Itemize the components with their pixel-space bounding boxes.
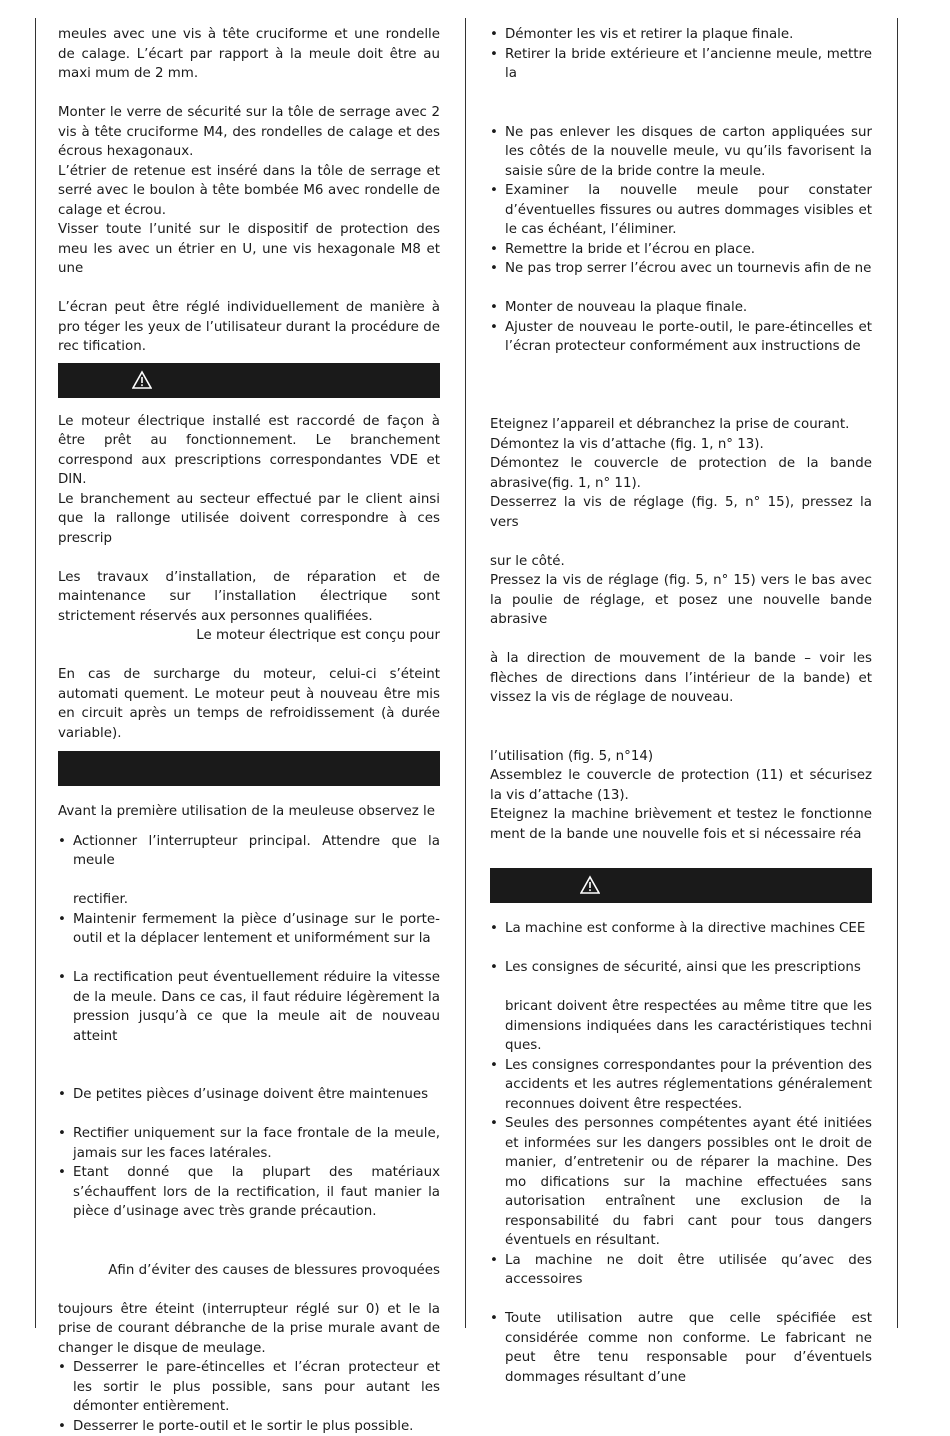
paragraph: Le branchement au secteur effectué par le client ainsi que la rallonge utilisée doivent correspondre à ces prescrip <box>58 490 440 549</box>
list-item-continuation: rectifier. <box>58 890 440 910</box>
center-divider-line <box>465 18 466 1328</box>
paragraph: Desserrez la vis de réglage (fig. 5, n° 15), pressez la vers <box>490 493 872 532</box>
section-header-bar <box>58 751 440 786</box>
right-margin-line <box>897 18 898 1328</box>
paragraph: l’utilisation (fig. 5, n°14) <box>490 747 872 767</box>
section-header-bar <box>58 363 440 398</box>
paragraph: sur le côté. <box>490 552 872 572</box>
list-item: • Actionner l’interrupteur principal. Attendre que la meule <box>58 832 440 871</box>
paragraph: Démontez la vis d’attache (fig. 1, n° 13). <box>490 435 872 455</box>
paragraph: L’écran peut être réglé individuellement de manière à pro téger les yeux de l’utilisateur durant la procédure de rec tification. <box>58 298 440 357</box>
paragraph: Avant la première utilisation de la meuleuse observez le <box>58 802 440 822</box>
list-item: • Toute utilisation autre que celle spécifiée est considérée comme non conforme. Le fabricant ne peut être tenu responsable pour d’éventuels dommages résultant d’une <box>490 1309 872 1387</box>
paragraph: Le moteur électrique installé est raccordé de façon à être prêt au fonctionnement. Le branchement correspond aux prescriptions correspondantes VDE et DIN. <box>58 412 440 490</box>
paragraph: Afin d’éviter des causes de blessures provoquées <box>58 1261 440 1281</box>
list-item: • Remettre la bride et l’écrou en place. <box>490 240 872 260</box>
list-item: • Maintenir fermement la pièce d’usinage sur le porte-outil et la déplacer lentement et uniformément sur la <box>58 910 440 949</box>
list-item: • Ne pas trop serrer l’écrou avec un tournevis afin de ne <box>490 259 872 279</box>
paragraph: meules avec une vis à tête cruciforme et une rondelle de calage. L’écart par rapport à la meule doit être au maxi mum de 2 mm. <box>58 25 440 84</box>
paragraph: Pressez la vis de réglage (fig. 5, n° 15) vers le bas avec la poulie de réglage, et posez une nouvelle bande abrasive <box>490 571 872 630</box>
list-item: • Desserrer le porte-outil et le sortir le plus possible. <box>58 1417 440 1436</box>
list-item: • Ne pas enlever les disques de carton appliquées sur les côtés de la nouvelle meule, vu qu’ils favorisent la saisie sûre de la bride contre la meule. <box>490 123 872 182</box>
list-item: • Démonter les vis et retirer la plaque finale. <box>490 25 872 45</box>
list-item: • Desserrer le pare-étincelles et l’écran protecteur et les sortir le plus possible, sans pour autant les démonter entièrement. <box>58 1358 440 1417</box>
list-item: • La rectification peut éventuellement réduire la vitesse de la meule. Dans ce cas, il faut réduire légèrement la pression jusqu’à ce que la meule ait de nouveau atteint <box>58 968 440 1046</box>
list-item: • De petites pièces d’usinage doivent être maintenues <box>58 1085 440 1105</box>
paragraph: L’étrier de retenue est inséré dans la tôle de serrage et serré avec le boulon à tête bombée M6 avec rondelle de calage et écrou. <box>58 162 440 221</box>
list-item: • La machine ne doit être utilisée qu’avec des accessoires <box>490 1251 872 1290</box>
list-item: • Les consignes correspondantes pour la prévention des accidents et les autres réglementations généralement reconnues doivent être respectées. <box>490 1056 872 1115</box>
left-column <box>58 25 440 1436</box>
paragraph: Eteignez l’appareil et débranchez la prise de courant. <box>490 415 872 435</box>
list-item: • Monter de nouveau la plaque finale. <box>490 298 872 318</box>
left-margin-line <box>35 18 36 1328</box>
list-item: • La machine est conforme à la directive machines CEE <box>490 919 872 939</box>
list-item: • Examiner la nouvelle meule pour constater d’éventuelles fissures ou autres dommages visibles et le cas échéant, l’éliminer. <box>490 181 872 240</box>
paragraph: Le moteur électrique est conçu pour <box>58 626 440 646</box>
paragraph: toujours être éteint (interrupteur réglé sur 0) et le la prise de courant débranche de la prise murale avant de changer le disque de meulage. <box>58 1300 440 1359</box>
list-item: • Retirer la bride extérieure et l’ancienne meule, mettre la <box>490 45 872 84</box>
paragraph: Monter le verre de sécurité sur la tôle de serrage avec 2 vis à tête cruciforme M4, des rondelles de calage et des écrous hexagonaux. <box>58 103 440 162</box>
paragraph: à la direction de mouvement de la bande – voir les flèches de directions dans l’intérieur de la bande) et vissez la vis de réglage de nouveau. <box>490 649 872 708</box>
paragraph: En cas de surcharge du moteur, celui-ci s’éteint automati quement. Le moteur peut à nouveau être mis en circuit après un temps de refroidissement (à durée variable). <box>58 665 440 743</box>
list-item-continuation: bricant doivent être respectées au même titre que les dimensions indiquées dans les caractéristiques techni ques. <box>490 997 872 1056</box>
right-column <box>490 25 872 1387</box>
list-item: • Seules des personnes compétentes ayant été initiées et informées sur les dangers possibles ont le droit de manier, d’entretenir ou de réparer la machine. Des mo difications sur la machine effectuées sans autorisation entraînent une exclusion de la responsabilité du fabri cant pour tous dangers éventuels en résultant. <box>490 1114 872 1251</box>
list-item: • Etant donné que la plupart des matériaux s’échauffent lors de la rectification, il faut manier la pièce d’usinage avec très grande précaution. <box>58 1163 440 1222</box>
warning-triangle-icon <box>580 875 600 895</box>
list-item: • Rectifier uniquement sur la face frontale de la meule, jamais sur les faces latérales. <box>58 1124 440 1163</box>
warning-triangle-icon <box>132 370 152 390</box>
paragraph: Eteignez la machine brièvement et testez le fonctionne ment de la bande une nouvelle fois et si nécessaire réa <box>490 805 872 844</box>
paragraph: Les travaux d’installation, de réparation et de maintenance sur l’installation électrique sont strictement réservés aux personnes qualifiées. <box>58 568 440 627</box>
paragraph: Visser toute l’unité sur le dispositif de protection des meu les avec un étrier en U, une vis hexagonale M8 et une <box>58 220 440 279</box>
paragraph: Démontez le couvercle de protection de la bande abrasive(fig. 1, n° 11). <box>490 454 872 493</box>
list-item: • Les consignes de sécurité, ainsi que les prescriptions <box>490 958 872 978</box>
list-item: • Ajuster de nouveau le porte-outil, le pare-étincelles et l’écran protecteur conformément aux instructions de <box>490 318 872 357</box>
paragraph: Assemblez le couvercle de protection (11) et sécurisez la vis d’attache (13). <box>490 766 872 805</box>
section-header-bar <box>490 868 872 903</box>
